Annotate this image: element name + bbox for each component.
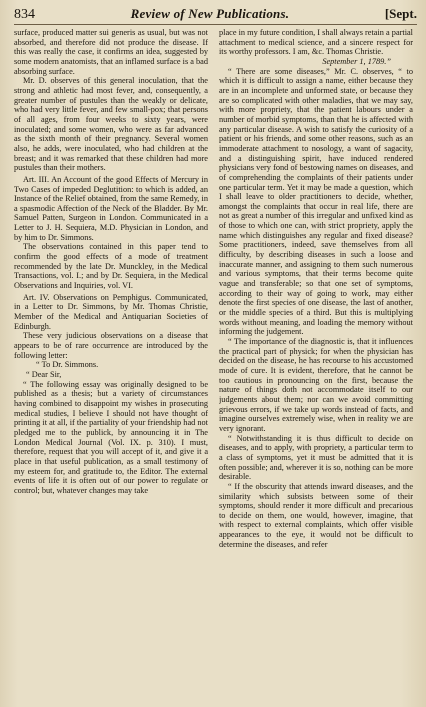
left-column-paragraph: “ Dear Sir,	[26, 369, 62, 379]
header-month: [Sept.	[384, 6, 417, 21]
left-column-paragraph: Art. III. An Account of the good Effects of Mercury in Two Cases of impeded Deglutition: to which is added, an Instance of the Relief obtained, from the same Remedy, in a spasmodic Affection of the Neck of the Bladder. By Mr. Samuel Patten, Surgeon in London. Communicated in a Letter to J. H. Sequiera, M.D. Physician in London, and by him to Dr. Simmons.	[14, 174, 208, 242]
left-column	[14, 28, 208, 704]
right-column-paragraph: “ Notwithstanding it is thus difficult to decide on diseases, and to apply, with propriety, a particular term to a class of symptoms, yet it must be admitted that it is often possible; and, wherever it is so, nothing can be more desirable.	[219, 433, 413, 482]
right-column-paragraph: September 1, 1789.”	[322, 56, 391, 66]
column-gutter	[208, 28, 219, 704]
right-column-paragraph: “ The importance of the diagnostic is, that it influences the practical part of physick; for when the physician has decided on the disease, he has recourse to his accustomed mode of cure. It is evident, therefore, that he cannot be too cautious in pronouncing on the first, because the nature of things doth not accommodate itself to our judgements about them; nor can we avoid committing grievous errors, if we take up words instead of facts, and imagine ourselves extremely wise, when in reality we are very ignorant.	[219, 337, 413, 433]
left-column-paragraph: Art. IV. Observations on Pemphigus. Communicated, in a Letter to Dr. Simmons, by Mr. Thomas Christie, Member of the Medical and Antiquarian Societies of Edinburgh.	[14, 292, 208, 331]
right-column-paragraph: place in my future condition, I shall always retain a partial attachment to medical science, and a sincere respect for its worthy professors. I am, &c. Thomas Christie.	[219, 28, 413, 57]
left-column-paragraph: “ The following essay was originally designed to be published as a thesis; but a variety of circumstances having combined to disappoint my wishes in prosecuting medical studies, I believe I should not have thought of printing it at all, if the partiality of your friendship had not pledged me to the publick, by announcing it in The London Medical Journal (Vol. IX. p. 310). I must, therefore, request that you will accept of it, and give it a place in that useful publication, as a small testimony of my esteem for, and gratitude to, the Editor. The external events of life it is often out of our power to regulate or control; but, whatever changes may take	[14, 379, 208, 495]
right-column	[219, 28, 413, 704]
right-column-paragraph: “ There are some diseases,” Mr. C. observes, “ to which it is difficult to assign a name, either because they are in an incomplete and unformed state, or because they are so complicated with other maladies, that we may say, with more propriety, that the patient labours under a number of morbid symptoms, than that he is affected with any particular disease. A wish to satisfy the curiosity of a patient or his friends, and some other reasons, such as an immoderate attachment to nosology, a want of sagacity, and a distinguishing spirit, have induced rendered physicians very fond of bestowing names on diseases, and of comprehending the complaints of their patients under one particular term. Yet it may be made a question, which I shall leave to older practitioners to decide, whether, amongst the complaints that occur in real life, there are not as great a number of this irregular and unfixed kind as of those to which one can, with strict propriety, apply the name which distinguishes any regular and fixed disease? Some practitioners, indeed, save themselves from all difficulty, by describing diseases in such a loose and inaccurate manner, and assigning to them such numerous and various symptoms, that their terms become quite vague and transferable; so that one set of symptoms, according to their way of going to work, may either denote the first species of one disease, the last of another, or the middle species of a third. But this is multiplying words without meaning, and loading the memory without informing the judgement.	[219, 66, 413, 337]
left-column-paragraph: Mr. D. observes of this general inoculation, that the strong and athletic had most fever, and, consequently, a greater number of pustules than the weakly or delicate, who had very little fever, and few small-pox; that persons of all ages, from four weeks to sixty years, were inoculated; and some women, who were as far advanced as the sixth month of their pregnancy. Several women also, he adds, were inoculated, who had children at the breast; and it was remarked that these children had more pustules than their mothers.	[14, 76, 208, 173]
running-header	[14, 6, 417, 25]
text-columns	[14, 28, 417, 704]
running-title: Review of New Publications.	[130, 6, 290, 21]
page-number: 834	[14, 7, 35, 22]
left-column-paragraph: “ To Dr. Simmons.	[36, 360, 99, 370]
left-column-paragraph: The observations contained in this paper tend to confirm the good effects of a mode of treatment recommended by the late Dr. Munckley, in the Medical Transactions, vol. I.; and by Dr. Sequiera, in the Medical Observations and Inquiries, vol. VI.	[14, 242, 208, 291]
right-column-paragraph: “ If the obscurity that attends inward diseases, and the similarity which subsists between some of their symptoms, should render it more difficult and precarious to decide on them, one would, however, imagine, that with respect to external complaints, which offer visible appearances to the eye, it would not be difficult to determine the diseases, and refer	[219, 481, 413, 549]
left-column-paragraph: These very judicious observations on a disease that appears to be of rare occurrence are introduced by the following letter:	[14, 331, 208, 360]
left-column-paragraph: surface, produced matter sui generis as usual, but was not absorbed, and therefore did not produce the disease. If this was really the case, it confirms an idea, suggested by some modern anatomists, that an inflamed surface is a bad absorbing surface.	[14, 28, 208, 76]
